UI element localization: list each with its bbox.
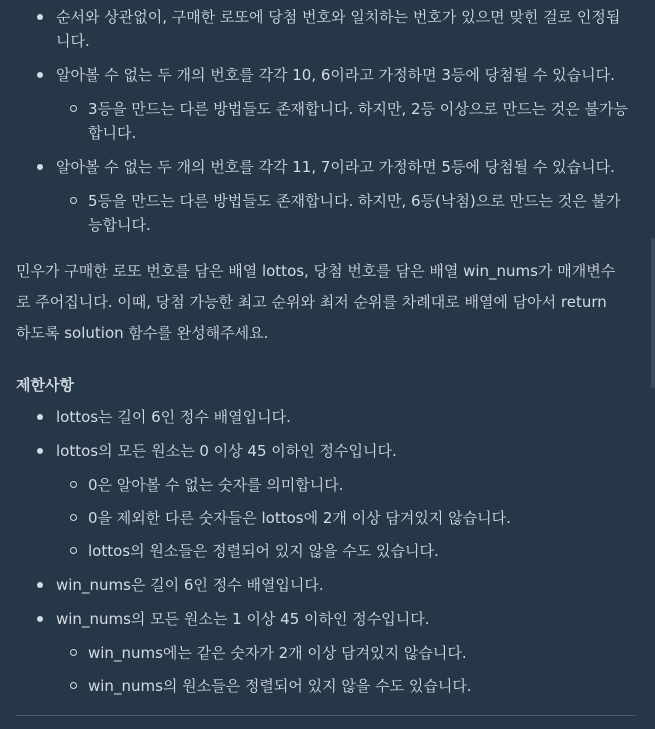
list-item	[0, 573, 638, 597]
sub-list-item-text: 0을 제외한 다른 숫자들은 lottos에 2개 이상 담겨있지 않습니다.	[88, 509, 511, 527]
list-item	[0, 63, 638, 145]
example-notes-list	[0, 5, 638, 237]
sub-list-item	[56, 506, 634, 530]
sub-list-item	[56, 473, 634, 497]
sub-list-item-text: 3등을 만드는 다른 방법들도 존재합니다. 하지만, 2등 이상으로 만드는 것은 불가능합니다.	[88, 100, 628, 142]
list-item	[0, 405, 638, 429]
sub-list-item-text: win_nums에는 같은 숫자가 2개 이상 담겨있지 않습니다.	[88, 644, 467, 662]
sub-list-item-text: 5등을 만드는 다른 방법들도 존재합니다. 하지만, 6등(낙첨)으로 만드는 것은 불가능합니다.	[88, 192, 621, 234]
list-item-text: win_nums의 모든 원소는 1 이상 45 이하인 정수입니다.	[56, 610, 430, 628]
list-item-text: lottos의 모든 원소는 0 이상 45 이하인 정수입니다.	[56, 442, 397, 460]
sub-list-item-text: 0은 알아볼 수 없는 숫자를 의미합니다.	[88, 476, 344, 494]
sub-list-item	[56, 674, 634, 698]
list-item-text: 순서와 상관없이, 구매한 로또에 당첨 번호와 일치하는 번호가 있으면 맞힌 걸로 인정됩니다.	[56, 8, 621, 50]
list-item-text: win_nums은 길이 6인 정수 배열입니다.	[56, 576, 324, 594]
constraints-list	[0, 405, 638, 698]
list-item	[0, 155, 638, 237]
list-item-text: 알아볼 수 없는 두 개의 번호를 각각 10, 6이라고 가정하면 3등에 당첨될 수 있습니다.	[56, 66, 615, 84]
sub-list	[56, 473, 634, 563]
scrollbar-track[interactable]	[647, 0, 655, 729]
section-divider	[16, 715, 636, 716]
list-item-text: lottos는 길이 6인 정수 배열입니다.	[56, 408, 291, 426]
sub-list-item	[56, 539, 634, 563]
sub-list-item	[56, 189, 634, 237]
sub-list-item-text: lottos의 원소들은 정렬되어 있지 않을 수도 있습니다.	[88, 542, 439, 560]
sub-list-item-text: win_nums의 원소들은 정렬되어 있지 않을 수도 있습니다.	[88, 677, 472, 695]
sub-list	[56, 97, 634, 145]
sub-list	[56, 641, 634, 698]
sub-list	[56, 189, 634, 237]
sub-list-item	[56, 641, 634, 665]
sub-list-item	[56, 97, 634, 145]
constraints-heading: 제한사항	[16, 376, 74, 394]
list-item	[0, 439, 638, 563]
list-item	[0, 607, 638, 698]
list-item	[0, 5, 638, 53]
list-item-text: 알아볼 수 없는 두 개의 번호를 각각 11, 7이라고 가정하면 5등에 당첨될 수 있습니다.	[56, 158, 615, 176]
problem-statement: 민우가 구매한 로또 번호를 담은 배열 lottos, 당첨 번호를 담은 배열 win_nums가 매개변수로 주어집니다. 이때, 당첨 가능한 최고 순위와 최저 순위를 차례대로 배열에 담아서 return 하도록 solution 함수를 완성해주세요.	[16, 262, 616, 342]
scrollbar-thumb[interactable]	[651, 238, 655, 388]
